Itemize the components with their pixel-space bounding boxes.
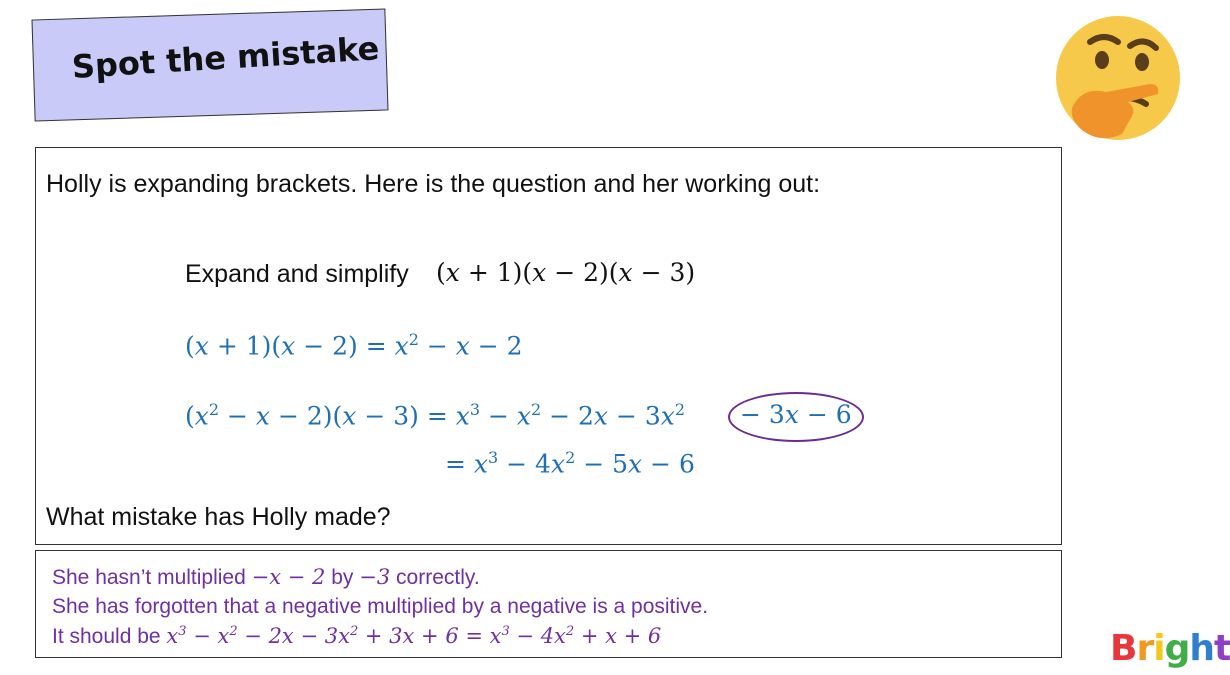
task-label: Expand and simplify (185, 260, 409, 288)
thinking-face-icon (1050, 12, 1186, 148)
bright-logo-letter: g (1164, 628, 1190, 669)
bright-logo-letter: h (1189, 628, 1214, 669)
working-line-3: = $x^3 - 4x^2 - 5x - 6$ (445, 448, 695, 479)
working-line-2: $(x^2 - x - 2)(x - 3) = x^3 - x^2 - 2x - 3x^2$ (185, 400, 686, 431)
bright-logo-letter: i (1153, 628, 1165, 669)
question-intro: Holly is expanding brackets. Here is the question and her working out: (46, 170, 821, 198)
question-prompt: What mistake has Holly made? (46, 503, 391, 531)
bright-logo-letter: B (1110, 628, 1137, 669)
error-circle (728, 392, 864, 442)
answer-line-3: It should be $x^3 - x^2 - 2x - 3x^2 + 3x + 6 = x^3 - 4x^2 + x + 6$ (52, 624, 662, 648)
answer-line-2: She has forgotten that a negative multiplied by a negative is a positive. (52, 595, 709, 618)
bright-logo-letter: r (1136, 628, 1154, 669)
answer-line-1: She hasn’t multiplied −x − 2 by −3 correctly. (52, 565, 480, 589)
task-expression: (x + 1)(x − 2)(x − 3) (436, 258, 696, 287)
page-title: Spot the mistake (70, 29, 381, 86)
working-line-1: $(x + 1)(x - 2) = x^2 - x - 2$ (185, 330, 523, 361)
circled-error: − 3x − 6 (740, 400, 852, 429)
bright-logo-letter: t (1213, 628, 1230, 669)
bright-logo (1110, 628, 1230, 669)
